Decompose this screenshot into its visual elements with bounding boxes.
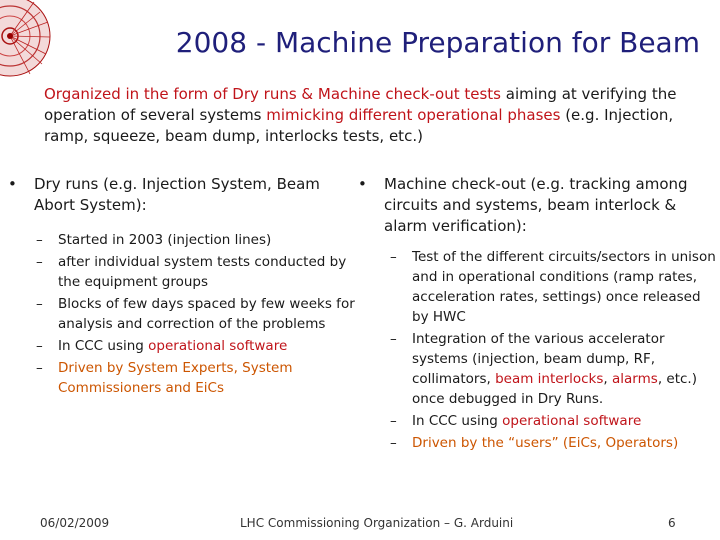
list-item: [356, 329, 716, 409]
list-item: [6, 358, 361, 398]
dash-icon: –: [36, 254, 43, 270]
list-item-text-part: In CCC using: [58, 338, 149, 354]
list-item-text: Test of the different circuits/sectors in unison and in operational conditions (ramp rates, acceleration rates, settings) once released by HWC: [412, 249, 716, 325]
list-item-text-part: Integration of the various accelerator systems (injection, beam dump, RF, collimators,: [412, 331, 665, 387]
list-item: [356, 433, 716, 453]
intro-text-1: aiming at verifying the operation of several systems: [44, 85, 677, 124]
dash-icon: –: [36, 296, 43, 312]
dash-icon: –: [36, 360, 43, 376]
list-item-text: [58, 336, 361, 356]
list-item: [356, 247, 716, 327]
list-item: [6, 336, 361, 356]
intro-highlight-1: Organized in the form of Dry runs & Machine check-out tests: [44, 85, 501, 103]
dry-runs-heading: [6, 174, 361, 216]
footer-date: 06/02/2009: [40, 516, 110, 530]
list-item-text: Started in 2003 (injection lines): [58, 232, 272, 248]
dash-icon: –: [390, 413, 397, 429]
intro-paragraph: [44, 84, 704, 147]
list-item-text-part: , etc.) once debugged in Dry Runs.: [412, 371, 697, 407]
beam-interlocks-highlight: beam interlocks: [495, 371, 604, 387]
operational-software-highlight: operational software: [148, 338, 288, 354]
list-item: [6, 252, 361, 292]
machine-checkout-heading: [356, 174, 716, 237]
intro-highlight-2: mimicking different operational phases: [266, 106, 561, 124]
list-item-text: Blocks of few days spaced by few weeks for analysis and correction of the problems: [58, 296, 355, 332]
list-item-text-part: In CCC using: [412, 413, 503, 429]
dash-icon: –: [390, 435, 397, 451]
dry-runs-list: [6, 230, 361, 398]
intro-text-2: (e.g. Injection, ramp, squeeze, beam dump, interlocks tests, etc.): [44, 106, 674, 145]
dash-icon: –: [390, 249, 397, 265]
dry-runs-column: [6, 174, 361, 400]
lhc-logo-icon: [0, 0, 60, 80]
operational-software-highlight: operational software: [502, 413, 642, 429]
footer-title: LHC Commissioning Organization – G. Arduini: [240, 516, 514, 530]
alarms-highlight: alarms: [612, 371, 658, 387]
machine-checkout-column: [356, 174, 716, 455]
list-item: [356, 411, 716, 431]
list-item-text: [412, 329, 716, 409]
list-item-text: after individual system tests conducted by the equipment groups: [58, 254, 347, 290]
machine-checkout-list: [356, 247, 716, 453]
list-item: [6, 230, 361, 250]
dash-icon: –: [390, 331, 397, 347]
list-item-text-part: ,: [603, 371, 613, 387]
dash-icon: –: [36, 232, 43, 248]
machine-checkout-heading-text: Machine check-out (e.g. tracking among circuits and systems, beam interlock & alarm verification):: [384, 175, 688, 235]
page-title: 2008 - Machine Preparation for Beam: [175, 26, 700, 59]
list-item: [6, 294, 361, 334]
dry-runs-heading-text: Dry runs (e.g. Injection System, Beam Abort System):: [34, 175, 320, 214]
page-number: 6: [668, 516, 676, 530]
bullet-icon: •: [358, 175, 367, 193]
dash-icon: –: [36, 338, 43, 354]
list-item-text: [412, 411, 716, 431]
list-item-text: Driven by System Experts, System Commissioners and EiCs: [58, 360, 293, 396]
list-item-text: Driven by the “users” (EiCs, Operators): [412, 435, 679, 451]
bullet-icon: •: [8, 175, 17, 193]
